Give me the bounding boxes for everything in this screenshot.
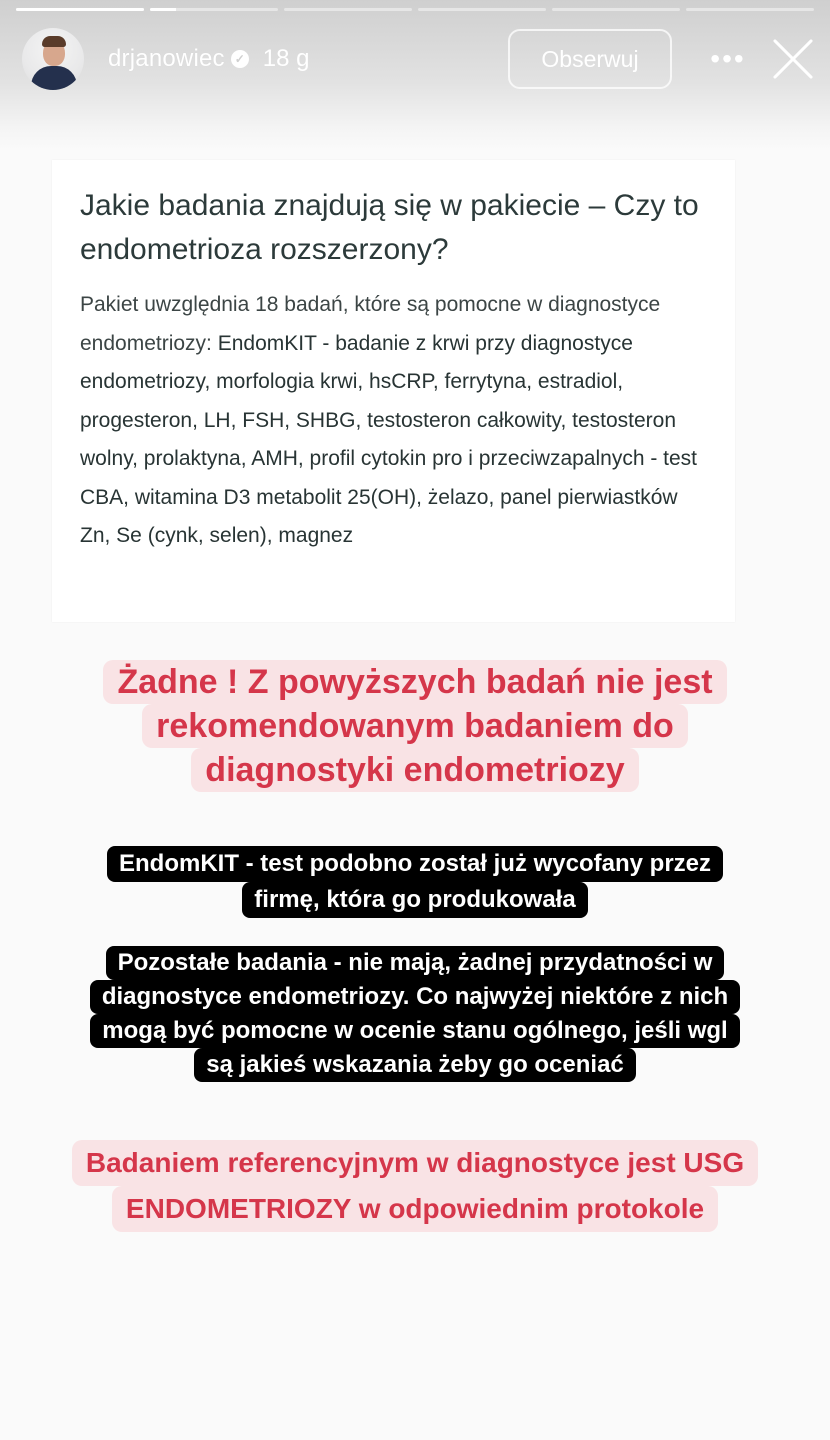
caption-line: diagnostyki endometriozy bbox=[191, 748, 638, 792]
story-header bbox=[22, 28, 814, 90]
verified-badge-icon: ✓ bbox=[231, 50, 249, 68]
progress-segment[interactable] bbox=[284, 8, 412, 11]
ellipsis-icon[interactable]: ••• bbox=[710, 43, 746, 74]
caption-line: Pozostałe badania - nie mają, żadnej przydatności w bbox=[106, 946, 725, 980]
caption-line: diagnostyce endometriozy. Co najwyżej niektóre z nich bbox=[90, 980, 740, 1014]
caption-line: Żadne ! Z powyższych badań nie jest bbox=[103, 660, 726, 704]
story-progress-bar bbox=[16, 8, 814, 12]
avatar-hair bbox=[42, 36, 66, 47]
article-test-list: EndomKIT - badanie z krwi przy diagnostyce endometriozy, morfologia krwi, hsCRP, ferrytyna, estradiol, progesteron, LH, FSH, SHBG, testosteron całkowity, testosteron wolny, prolaktyna, AMH, profil cytokin pro i przeciwzapalnych - test CBA, witamina D3 metabolit 25(OH), żelazo, panel pierwiastków Zn, Se (cynk, selen), magnez bbox=[80, 331, 698, 547]
caption-black-other-tests bbox=[0, 946, 830, 1082]
article-body bbox=[80, 286, 707, 556]
caption-pink-reference bbox=[0, 1140, 830, 1232]
article-title: Jakie badania znajdują się w pakiecie – Czy to endometrioza rozszerzony? bbox=[80, 189, 699, 266]
caption-line: EndomKIT - test podobno został już wycofany przez bbox=[107, 846, 723, 882]
article-intro: Pakiet uwzględnia 18 badań, które są pomocne w diagnostyce endometriozy: bbox=[80, 293, 661, 355]
progress-segment[interactable] bbox=[686, 8, 814, 11]
article-screenshot-card bbox=[52, 160, 735, 622]
progress-segment[interactable] bbox=[552, 8, 680, 11]
caption-line: ENDOMETRIOZY w odpowiednim protokole bbox=[112, 1186, 718, 1232]
follow-button[interactable]: Obserwuj bbox=[508, 29, 672, 89]
progress-segment[interactable] bbox=[150, 8, 278, 11]
progress-segment[interactable] bbox=[418, 8, 546, 11]
avatar-body bbox=[31, 66, 77, 90]
post-time: 18 g bbox=[262, 45, 310, 72]
progress-fill bbox=[150, 8, 176, 11]
caption-line: mogą być pomocne w ocenie stanu ogólnego, jeśli wgl bbox=[90, 1014, 739, 1048]
caption-line: Badaniem referencyjnym w diagnostyce jest USG bbox=[72, 1140, 758, 1186]
caption-line: firmę, która go produkowała bbox=[242, 882, 587, 918]
avatar[interactable] bbox=[22, 28, 84, 90]
username-link[interactable]: drjanowiec bbox=[108, 45, 225, 72]
progress-segment[interactable] bbox=[16, 8, 144, 11]
caption-black-endomkit bbox=[0, 846, 830, 918]
close-icon[interactable] bbox=[772, 38, 814, 80]
caption-line: są jakieś wskazania żeby go oceniać bbox=[194, 1048, 636, 1082]
caption-line: rekomendowanym badaniem do bbox=[142, 704, 688, 748]
progress-fill bbox=[16, 8, 144, 11]
caption-pink-verdict bbox=[0, 660, 830, 792]
